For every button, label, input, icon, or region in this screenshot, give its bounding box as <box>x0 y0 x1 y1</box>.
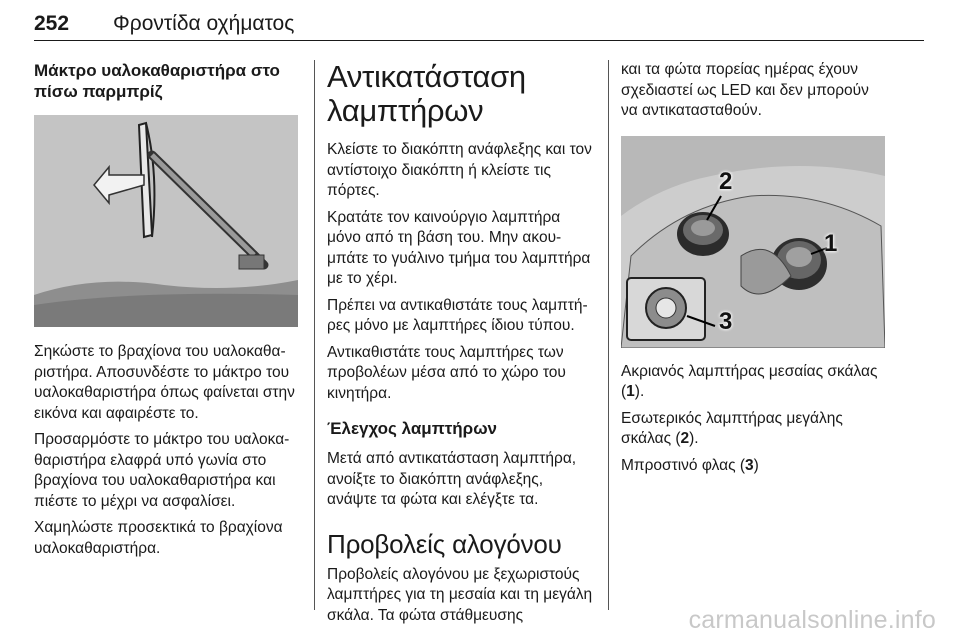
paragraph: Προβολείς αλογόνου με ξεχωριστούς λαμπτήρες για τη μεσαία και τη μεγάλη σκάλα. Τα φώτα στάθμευσης <box>327 565 593 624</box>
legend-text: ). <box>634 383 645 400</box>
section-heading-halogen: Προβολείς αλογόνου <box>327 528 562 559</box>
headlamp-illustration <box>621 136 885 348</box>
callout-3: 3 <box>719 307 733 335</box>
legend-number: 1 <box>626 383 635 400</box>
paragraph: Κρατάτε τον καινούργιο λαμπτήρα μόνο από τη βάση του. Μην ακου-μπάτε το γυάλινο τμήμα του λαμπτήρα με το χέρι. <box>327 208 591 287</box>
callout-1: 1 <box>824 229 838 257</box>
figure-wiper-blade <box>34 115 298 327</box>
legend-text: Μπροστινό φλας ( <box>621 456 746 474</box>
watermark: carmanualsonline.info <box>688 606 936 634</box>
running-title: Φροντίδα οχήματος <box>113 12 295 35</box>
callout-2: 2 <box>719 167 733 195</box>
legend-text: Ακριανός λαμπτήρας μεσαίας σκάλας ( <box>621 362 878 400</box>
paragraph: Κλείστε το διακόπτη ανάφλεξης και τον αντίστοιχο διακόπτη ή κλείστε τις πόρτες. <box>327 141 592 199</box>
paragraph: και τα φώτα πορείας ημέρας έχουν σχεδιαστεί ως LED και δεν μπορούν να αντικατασταθούν. <box>621 61 869 119</box>
paragraph: Αντικαθιστάτε τους λαμπτήρες των προβολέων μέσα από το χώρο του κινητήρα. <box>327 343 566 402</box>
paragraph: Σηκώστε το βραχίονα του υαλοκαθα-ριστήρα. Αποσυνδέστε το μάκτρο του υαλοκαθαριστήρα όπως φαίνεται στην εικόνα και αφαιρέστε το. <box>34 343 295 422</box>
legend-text: Εσωτερικός λαμπτήρας μεγάλης σκάλας ( <box>621 409 843 447</box>
column-2 <box>327 60 595 626</box>
legend-number: 2 <box>680 430 690 447</box>
sub-heading-bulb-check: Έλεγχος λαμπτήρων <box>327 419 498 438</box>
figure-headlamp-bulbs <box>621 136 885 348</box>
legend-item-3 <box>621 456 889 477</box>
paragraph: Προσαρμόστε το μάκτρο του υαλοκα-θαριστήρα ελαφρά υπό γωνία στο βραχίονα του υαλοκαθαριστήρα και πιέστε το μέχρι να ασφαλίσει. <box>34 431 290 510</box>
legend-number: 3 <box>745 456 754 474</box>
column-1 <box>34 60 302 559</box>
legend-text: ) <box>753 456 759 474</box>
section-heading-wiper-blade: Μάκτρο υαλοκαθαριστήρα στο πίσω παρμπρίζ <box>34 61 280 101</box>
column-divider <box>608 60 609 610</box>
legend-item-1 <box>621 362 889 403</box>
wiper-illustration <box>34 115 298 327</box>
paragraph: Πρέπει να αντικαθιστάτε τους λαμπτή-ρες μόνο με λαμπτήρες ίδιου τύπου. <box>327 296 588 334</box>
page-number: 252 <box>34 12 70 35</box>
paragraph: Χαμηλώστε προσεκτικά το βραχίονα υαλοκαθαριστήρα. <box>34 519 283 557</box>
header-rule <box>34 40 924 41</box>
legend-text: ). <box>689 430 699 447</box>
page-header <box>34 8 924 48</box>
column-3 <box>621 60 889 476</box>
legend-item-2 <box>621 409 889 450</box>
column-divider <box>314 60 315 610</box>
section-heading-bulb-replacement: Αντικατάσταση λαμπτήρων <box>327 59 526 128</box>
paragraph: Μετά από αντικατάσταση λαμπτήρα, ανοίξτε το διακόπτη ανάφλεξης, ανάψτε τα φώτα και ελέγξτε τα. <box>327 450 577 508</box>
